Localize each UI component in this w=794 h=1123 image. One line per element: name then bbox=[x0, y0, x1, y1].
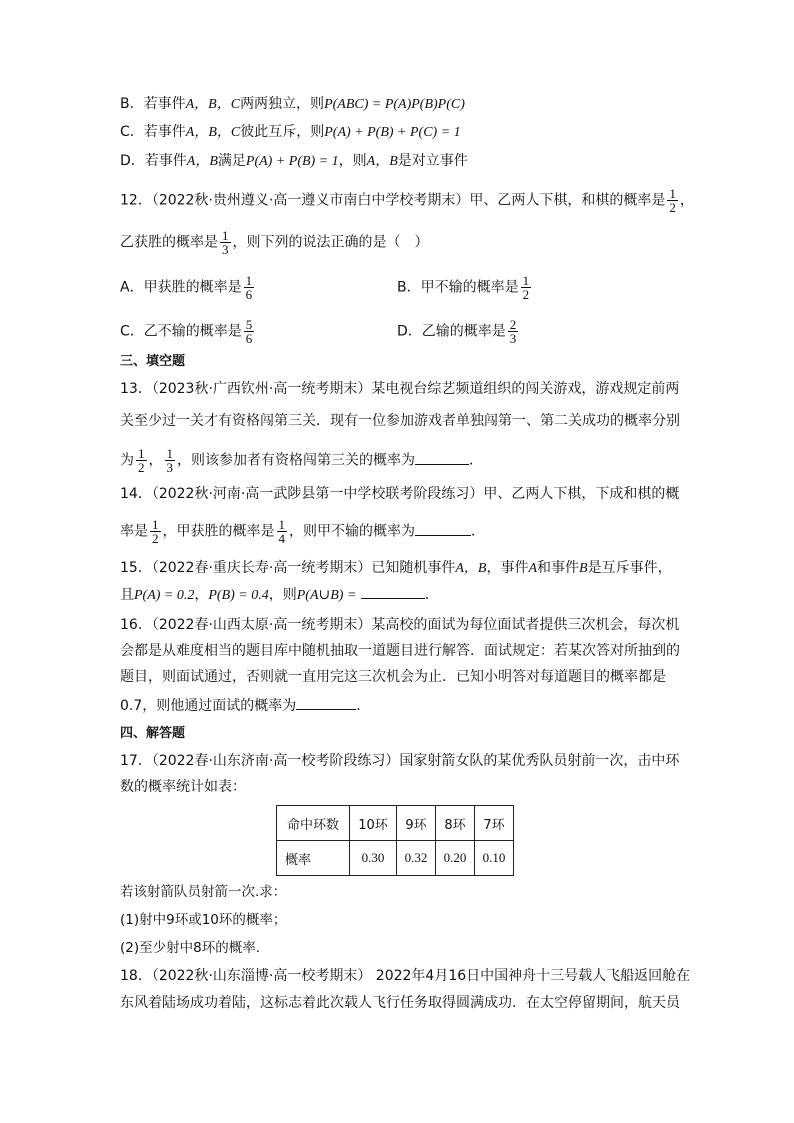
q11-option-b bbox=[120, 94, 465, 115]
q12-fraction-half bbox=[667, 187, 678, 214]
section-fill-in-heading: 三、填空题 bbox=[120, 354, 186, 369]
q12-b-fraction bbox=[521, 274, 532, 301]
q12-d-label: D．乙输的概率是 bbox=[397, 323, 506, 340]
q12-c-fraction bbox=[244, 318, 255, 345]
table-cell: 7环 bbox=[475, 806, 514, 841]
frac-den: 2 bbox=[522, 287, 530, 302]
q16-line3: 题目，则面试通过，否则就一直用完这三次机会为止．已知小明答对每道题目的概率都是 bbox=[120, 669, 666, 685]
frac-num: 5 bbox=[245, 317, 253, 332]
q17-line1: 17．（2022春·山东济南·高一校考阶段练习）国家射箭女队的某优秀队员射前一次，击中环 bbox=[120, 753, 680, 769]
q13-sep: ， bbox=[148, 452, 163, 469]
q11-c-prefix: C．若事件 bbox=[120, 124, 186, 140]
frac-num: 1 bbox=[222, 228, 229, 243]
q15-vars: A，B bbox=[455, 561, 487, 576]
frac-num: 1 bbox=[245, 273, 253, 288]
q15-line1 bbox=[120, 558, 672, 579]
q13-post: ，则该参加者有资格闯第三关的概率为 bbox=[177, 452, 415, 469]
q15-pre: 且 bbox=[120, 587, 134, 603]
q11-option-d bbox=[120, 151, 468, 172]
q11-b-formula: P(ABC) = P(A)P(B)P(C) bbox=[324, 97, 465, 112]
q12-option-a bbox=[120, 274, 256, 301]
table-cell: 0.10 bbox=[475, 841, 514, 876]
q16-line1: 16．（2022春·山西太原·高一统考期末）某高校的面试为每位面试者提供三次机会，每次机 bbox=[120, 617, 680, 633]
frac-den: 2 bbox=[669, 200, 676, 215]
frac-den: 3 bbox=[166, 460, 173, 475]
q18-line1: 18．（2022秋·山东淄博·高一校考期末） 2022年4月16日中国神舟十三号载人飞船返回舱在 bbox=[120, 968, 691, 984]
q12-d-fraction bbox=[508, 318, 519, 345]
q14-post: ，则甲不输的概率为 bbox=[289, 523, 415, 540]
frac-num: 1 bbox=[522, 273, 530, 288]
q13-end: ． bbox=[469, 452, 483, 469]
table-cell: 0.30 bbox=[350, 841, 397, 876]
q14-fraction-2 bbox=[277, 518, 288, 545]
q14-line1: 14．（2022秋·河南·高一武陟县第一中学校联考阶段练习）甲、乙两人下棋，下成和棋的概 bbox=[120, 486, 680, 502]
q11-d-vars2: A，B bbox=[366, 154, 398, 169]
table-cell: 0.32 bbox=[397, 841, 436, 876]
q15-text-c: 和事件 bbox=[537, 560, 580, 576]
q12-stem-line1 bbox=[120, 187, 694, 214]
q17-probability-table bbox=[276, 805, 514, 876]
q13-fraction-1 bbox=[136, 447, 147, 474]
q15-end: ． bbox=[424, 587, 439, 603]
q11-c-mid: 彼此互斥，则 bbox=[240, 124, 325, 140]
q16-line4 bbox=[120, 695, 370, 716]
frac-num: 1 bbox=[669, 186, 676, 201]
frac-num: 1 bbox=[166, 446, 173, 461]
q15-text-a: 15．（2022春·重庆长寿·高一统考期末）已知随机事件 bbox=[120, 560, 456, 576]
q15-var-a: A bbox=[528, 561, 538, 576]
q12-a-fraction bbox=[244, 274, 255, 301]
q14-answer-blank[interactable] bbox=[415, 521, 471, 536]
table-row bbox=[277, 841, 514, 876]
q17-sub1: (1)射中9环或10环的概率； bbox=[120, 912, 287, 928]
q11-c-formula: P(A) + P(B) + P(C) = 1 bbox=[324, 125, 461, 140]
q13-line3 bbox=[120, 447, 483, 474]
q12-c-label: C．乙不输的概率是 bbox=[120, 323, 242, 340]
q11-option-c bbox=[120, 122, 461, 143]
q12-option-d bbox=[397, 318, 520, 345]
q15-mid: ，则 bbox=[268, 587, 297, 603]
frac-den: 3 bbox=[222, 242, 229, 257]
table-cell: 概率 bbox=[277, 841, 350, 876]
q15-pa: P(A) = 0.2 bbox=[134, 588, 195, 603]
q15-answer-blank[interactable] bbox=[361, 584, 425, 599]
frac-den: 6 bbox=[245, 331, 253, 346]
table-cell: 10环 bbox=[350, 806, 397, 841]
frac-num: 1 bbox=[152, 517, 159, 532]
frac-den: 6 bbox=[245, 287, 253, 302]
q13-line1: 13．（2023秋·广西钦州·高一统考期末）某电视台综艺频道组织的闯关游戏，游戏规定前两 bbox=[120, 381, 680, 397]
q12-text1: 12．（2022秋·贵州遵义·高一遵义市南白中学校考期末）甲、乙两人下棋，和棋的概率是 bbox=[120, 192, 666, 209]
q12-text2b: ，则下列的说法正确的是（ ） bbox=[232, 234, 429, 251]
q11-b-mid: 两两独立，则 bbox=[240, 96, 325, 112]
q17-sub2: (2)至少射中8环的概率. bbox=[120, 940, 261, 956]
q14-mid: ，甲获胜的概率是 bbox=[162, 523, 275, 540]
q11-d-vars: A，B bbox=[186, 154, 218, 169]
q16-text4: 0.7，则他通过面试的概率为 bbox=[120, 698, 297, 714]
q11-b-prefix: B．若事件 bbox=[120, 96, 186, 112]
q13-answer-blank[interactable] bbox=[415, 450, 469, 465]
q15-var-b: B bbox=[579, 561, 588, 576]
frac-num: 1 bbox=[138, 446, 145, 461]
q17-line3: 若该射箭队员射箭一次.求： bbox=[120, 884, 287, 900]
frac-den: 2 bbox=[138, 460, 145, 475]
q14-fraction-1 bbox=[150, 518, 161, 545]
q16-line2: 会都是从难度相当的题目库中随机抽取一道题目进行解答．面试规定：若某次答对所抽到的 bbox=[120, 643, 680, 659]
q16-answer-blank[interactable] bbox=[296, 695, 356, 710]
table-cell: 0.20 bbox=[436, 841, 475, 876]
q15-sep: ， bbox=[194, 587, 209, 603]
q11-c-vars: A，B，C bbox=[185, 125, 241, 140]
frac-den: 4 bbox=[278, 531, 285, 546]
q12-fraction-third bbox=[220, 229, 231, 256]
q14-end: ． bbox=[471, 523, 485, 540]
frac-den: 2 bbox=[152, 531, 159, 546]
q12-a-label: A．甲获胜的概率是 bbox=[120, 279, 242, 296]
q15-pb: P(B) = 0.4 bbox=[208, 588, 269, 603]
q12-option-c bbox=[120, 318, 256, 345]
q11-d-after: ，则 bbox=[338, 153, 367, 169]
q12-stem-line2 bbox=[120, 229, 429, 256]
q16-end: ． bbox=[356, 698, 371, 714]
q11-d-mid: 满足 bbox=[217, 153, 246, 169]
frac-num: 2 bbox=[509, 317, 517, 332]
q15-text-d: 是互斥事件， bbox=[587, 560, 672, 576]
table-cell: 9环 bbox=[397, 806, 436, 841]
q18-line2: 东风着陆场成功着陆，这标志着此次载人飞行任务取得圆满成功．在太空停留期间，航天员 bbox=[120, 995, 680, 1011]
frac-den: 3 bbox=[509, 331, 517, 346]
q12-b-label: B．甲不输的概率是 bbox=[397, 279, 519, 296]
q12-text2a: 乙获胜的概率是 bbox=[120, 234, 218, 251]
q15-text-b: ，事件 bbox=[486, 560, 529, 576]
q14-pre: 率是 bbox=[120, 523, 148, 540]
q14-line2 bbox=[120, 518, 485, 545]
q11-b-vars: A，B，C bbox=[185, 97, 241, 112]
q13-pre: 为 bbox=[120, 452, 134, 469]
q17-line2: 数的概率统计如表： bbox=[120, 779, 246, 795]
q11-d-end: 是对立事件 bbox=[397, 153, 468, 169]
table-cell: 8环 bbox=[436, 806, 475, 841]
q15-pu: P(A∪B) = bbox=[296, 588, 357, 603]
q15-line2 bbox=[120, 584, 439, 606]
q11-d-formula: P(A) + P(B) = 1 bbox=[245, 154, 339, 169]
section-answer-heading: 四、解答题 bbox=[120, 726, 186, 741]
q13-line2: 关至少过一关才有资格闯第三关．现有一位参加游戏者单独闯第一、第二关成功的概率分别 bbox=[120, 413, 680, 429]
q12-option-b bbox=[397, 274, 533, 301]
q13-fraction-2 bbox=[165, 447, 176, 474]
q12-text1-end: ， bbox=[679, 192, 694, 209]
frac-num: 1 bbox=[278, 517, 285, 532]
table-cell: 命中环数 bbox=[277, 806, 350, 841]
table-header-row bbox=[277, 806, 514, 841]
q11-d-prefix: D．若事件 bbox=[120, 153, 187, 169]
